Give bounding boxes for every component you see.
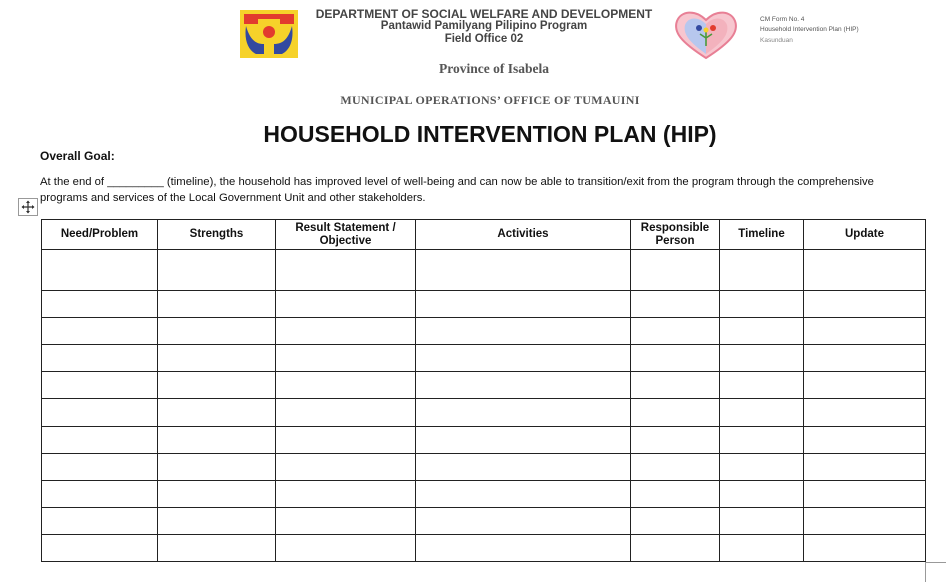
table-cell[interactable] [158,534,276,561]
table-cell[interactable] [158,480,276,507]
table-row [42,345,926,372]
table-cell[interactable] [804,345,926,372]
form-number: CM Form No. 4 [760,16,805,23]
table-cell[interactable] [158,426,276,453]
table-cell[interactable] [631,453,720,480]
table-cell[interactable] [416,399,631,426]
table-cell[interactable] [720,345,804,372]
table-row [42,453,926,480]
table-cell[interactable] [804,534,926,561]
table-cell[interactable] [804,480,926,507]
table-cell[interactable] [720,507,804,534]
table-cell[interactable] [631,291,720,318]
table-cell[interactable] [42,480,158,507]
table-cell[interactable] [42,507,158,534]
form-extra: Kasunduan [760,37,793,43]
table-row [42,250,926,291]
table-cell[interactable] [720,250,804,291]
table-cell[interactable] [42,372,158,399]
table-cell[interactable] [416,250,631,291]
table-row [42,534,926,561]
table-cell[interactable] [804,291,926,318]
table-cell[interactable] [416,426,631,453]
column-header: Responsible Person [631,220,720,250]
heart-logo [671,8,741,60]
table-cell[interactable] [720,291,804,318]
table-cell[interactable] [720,372,804,399]
table-cell[interactable] [42,453,158,480]
table-cell[interactable] [276,453,416,480]
table-cell[interactable] [720,534,804,561]
table-cell[interactable] [158,372,276,399]
page-corner-marker [925,562,946,582]
office-heading: MUNICIPAL OPERATIONS’ OFFICE OF TUMAUINI [340,93,640,107]
overall-goal-text-line2: programs and services of the Local Government Unit and other stakeholders. [40,192,426,204]
table-cell[interactable] [631,507,720,534]
column-header: Result Statement / Objective [276,220,416,250]
table-cell[interactable] [276,426,416,453]
table-cell[interactable] [158,507,276,534]
table-cell[interactable] [631,318,720,345]
overall-goal-text-line1: At the end of _________ (timeline), the household has improved level of well-being and can now be able to transition/exit from the program through the comprehensive [40,176,874,188]
table-cell[interactable] [804,372,926,399]
table-cell[interactable] [631,426,720,453]
table-row [42,426,926,453]
table-cell[interactable] [720,480,804,507]
table-cell[interactable] [720,453,804,480]
table-cell[interactable] [158,345,276,372]
column-header: Need/Problem [42,220,158,250]
table-cell[interactable] [631,250,720,291]
hip-table [41,219,926,562]
table-row [42,480,926,507]
table-cell[interactable] [631,534,720,561]
column-header: Update [804,220,926,250]
table-cell[interactable] [158,250,276,291]
table-cell[interactable] [276,291,416,318]
field-office: Field Office 02 [444,33,524,45]
table-cell[interactable] [416,291,631,318]
table-cell[interactable] [42,534,158,561]
overall-goal-label: Overall Goal: [40,149,115,163]
table-cell[interactable] [158,453,276,480]
table-cell[interactable] [42,345,158,372]
table-cell[interactable] [631,372,720,399]
table-header-row [42,220,926,250]
table-cell[interactable] [416,507,631,534]
table-cell[interactable] [804,250,926,291]
table-move-handle[interactable] [18,198,38,216]
agency-name: DEPARTMENT OF SOCIAL WELFARE AND DEVELOPMENT [315,7,653,21]
table-cell[interactable] [276,318,416,345]
table-cell[interactable] [42,399,158,426]
table-row [42,318,926,345]
table-cell[interactable] [42,250,158,291]
dswd-logo [240,10,298,58]
table-cell[interactable] [158,318,276,345]
table-cell[interactable] [42,291,158,318]
table-body [42,250,926,562]
province-heading: Province of Isabela [439,61,549,76]
table-cell[interactable] [276,345,416,372]
form-title: Household Intervention Plan (HIP) [760,26,859,33]
table-cell[interactable] [804,318,926,345]
table-cell[interactable] [158,291,276,318]
table-cell[interactable] [631,480,720,507]
table-row [42,399,926,426]
table-cell[interactable] [416,345,631,372]
table-cell[interactable] [416,534,631,561]
table-cell[interactable] [276,534,416,561]
table-cell[interactable] [276,399,416,426]
table-cell[interactable] [42,318,158,345]
table-cell[interactable] [416,318,631,345]
table-cell[interactable] [720,399,804,426]
table-cell[interactable] [720,426,804,453]
table-cell[interactable] [276,250,416,291]
column-header: Strengths [158,220,276,250]
move-arrows-icon [21,200,35,214]
table-cell[interactable] [804,453,926,480]
table-cell[interactable] [720,318,804,345]
column-header: Timeline [720,220,804,250]
table-cell[interactable] [804,507,926,534]
table-cell[interactable] [416,480,631,507]
program-name: Pantawid Pamilyang Pilipino Program [380,20,588,32]
page-title: HOUSEHOLD INTERVENTION PLAN (HIP) [263,121,717,147]
table-cell[interactable] [276,372,416,399]
column-header: Activities [416,220,631,250]
table-cell[interactable] [416,453,631,480]
table-cell[interactable] [42,426,158,453]
table-cell[interactable] [631,345,720,372]
table-row [42,372,926,399]
table-cell[interactable] [631,399,720,426]
table-cell[interactable] [276,507,416,534]
table-cell[interactable] [804,399,926,426]
table-cell[interactable] [804,426,926,453]
table-cell[interactable] [276,480,416,507]
table-row [42,291,926,318]
table-row [42,507,926,534]
table-cell[interactable] [158,399,276,426]
table-cell[interactable] [416,372,631,399]
